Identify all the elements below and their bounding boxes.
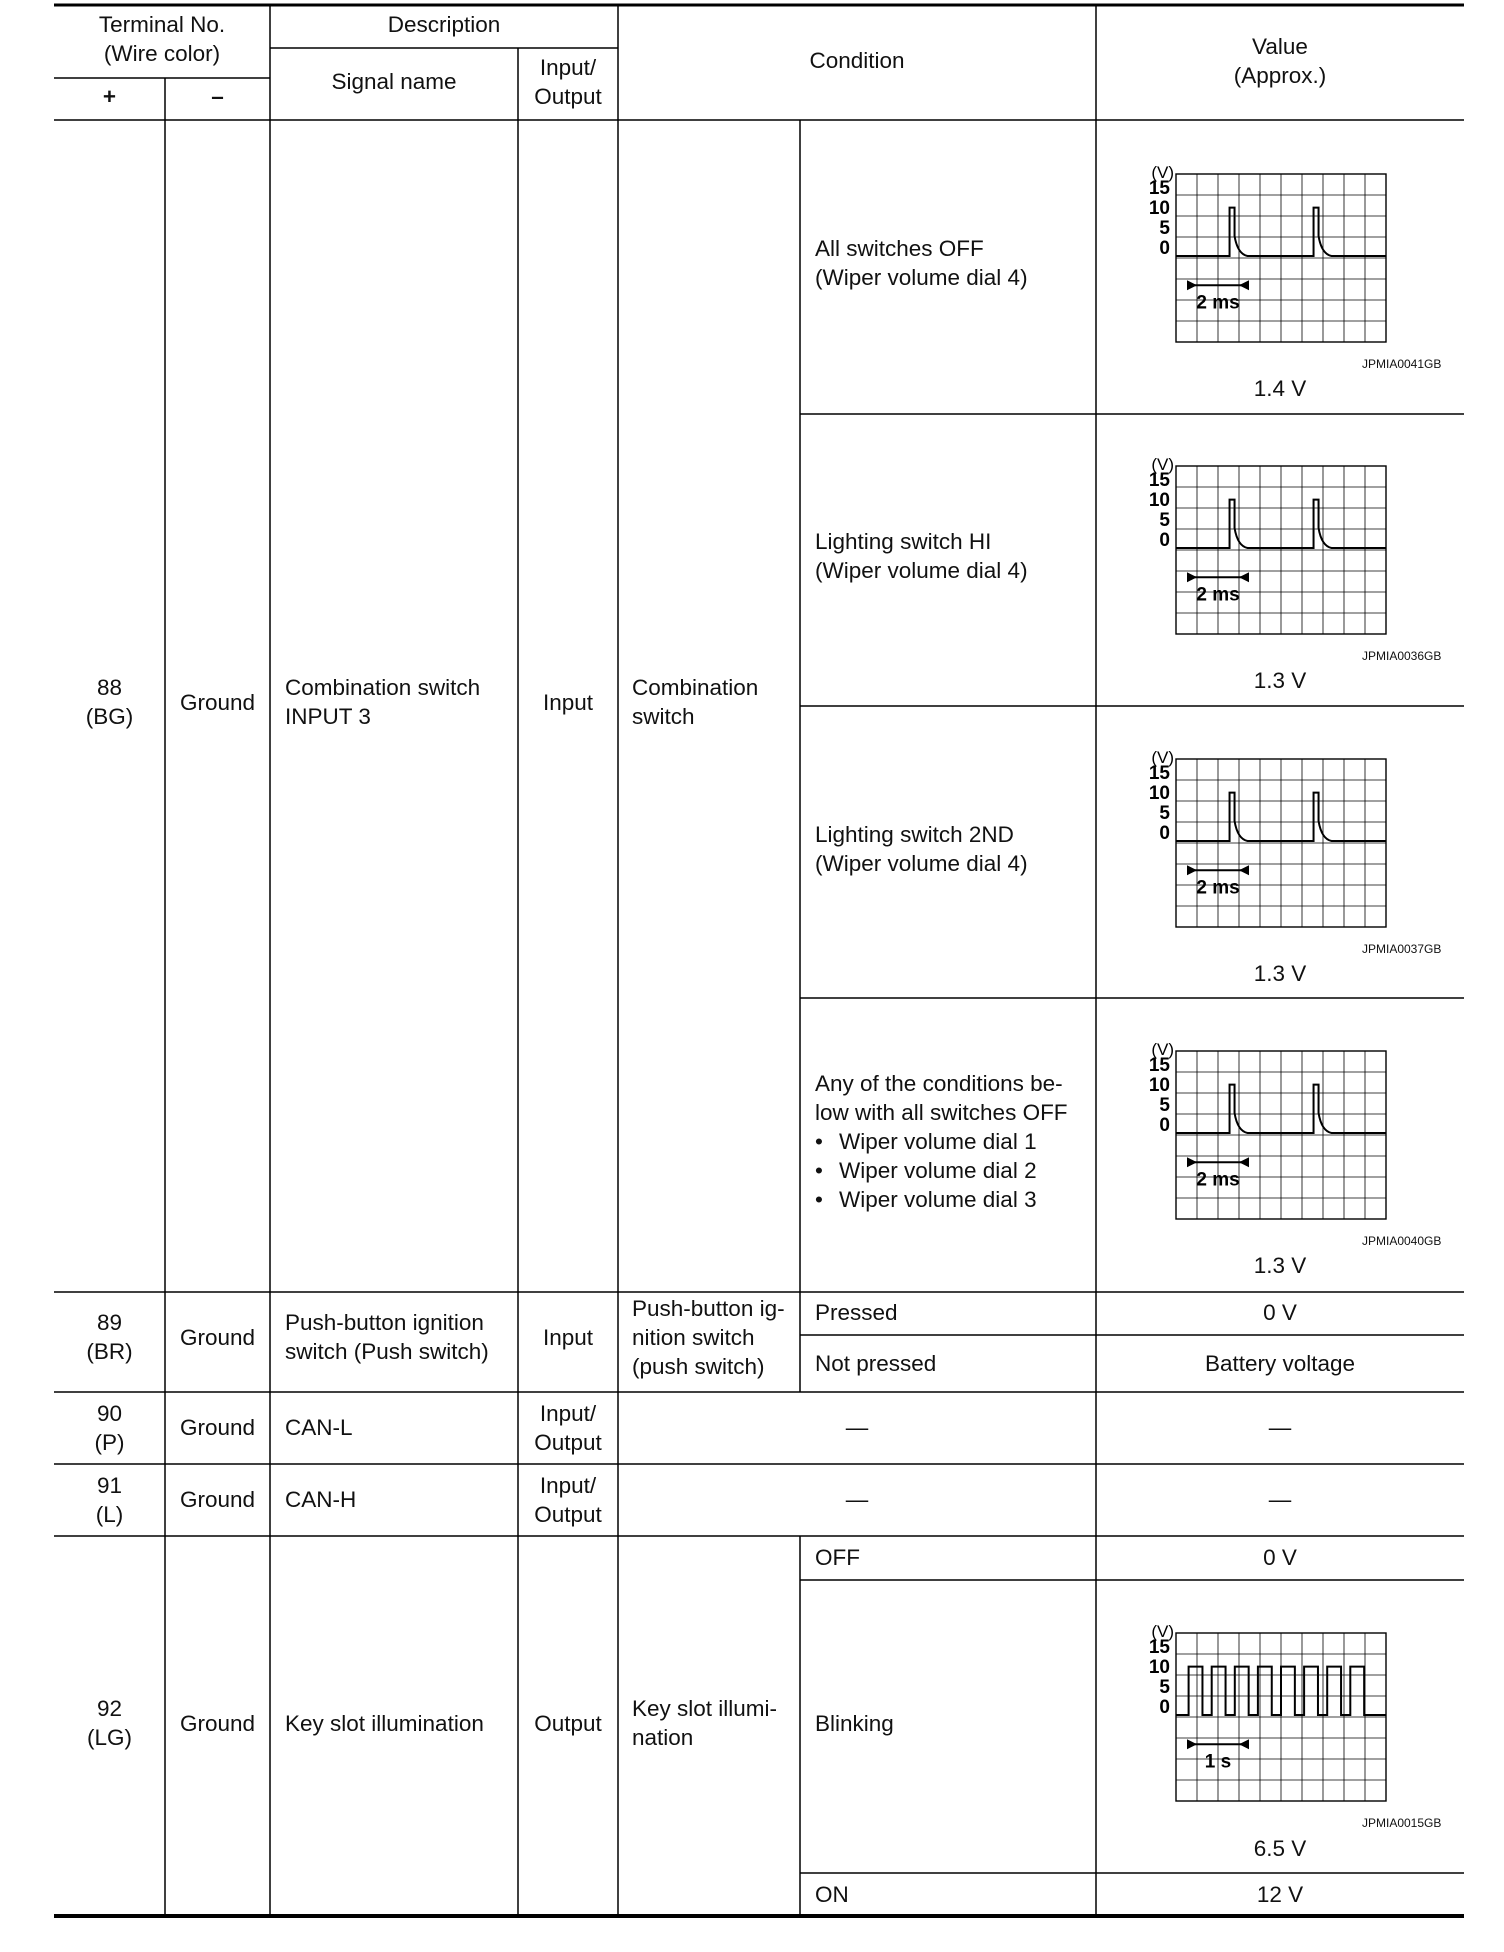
bullet-item: • Wiper volume dial 1 — [815, 1127, 1037, 1156]
ground-90: Ground — [179, 1415, 256, 1440]
waveform-88-4 — [1140, 1037, 1390, 1227]
scope-tick-label: 15 — [1148, 763, 1170, 784]
value-88-3: 1.3 V — [1253, 961, 1307, 986]
cond-group-88-line2: switch — [632, 704, 695, 729]
scope-tick-label: 10 — [1148, 1075, 1170, 1096]
cond-88-3-line2: (Wiper volume dial 4) — [815, 851, 1028, 876]
value-88-1: 1.4 V — [1253, 376, 1307, 401]
scope-time-label: 2 ms — [1196, 1169, 1240, 1191]
cond-92-on: ON — [815, 1882, 849, 1907]
value-88-2: 1.3 V — [1253, 668, 1307, 693]
header-value-line1: Value — [1252, 34, 1308, 59]
bullet-item: • Wiper volume dial 3 — [815, 1185, 1037, 1214]
cond-88-4-line2: low with all switches OFF — [815, 1100, 1068, 1125]
header-signal-name: Signal name — [331, 69, 457, 94]
scope-tick-label: 5 — [1159, 803, 1170, 824]
scope-time-label: 2 ms — [1196, 584, 1240, 606]
scope-trace — [1176, 1667, 1386, 1715]
terminal-90: 90 — [96, 1401, 123, 1426]
signal-92: Key slot illumination — [285, 1711, 484, 1736]
value-90: — — [1268, 1415, 1292, 1440]
scope-tick-label: 0 — [1159, 238, 1170, 259]
cond-89-not-pressed: Not pressed — [815, 1351, 937, 1376]
header-condition: Condition — [809, 48, 905, 73]
io-90-line2: Output — [534, 1430, 602, 1455]
scope-unit-label: (V) — [1151, 163, 1174, 182]
scope-unit-label: (V) — [1151, 1622, 1174, 1641]
scope-grid — [1176, 466, 1386, 634]
scope-tick-label: 15 — [1148, 1637, 1170, 1658]
scope-tick-label: 0 — [1159, 530, 1170, 551]
scope-tick-label: 0 — [1159, 1697, 1170, 1718]
signal-90: CAN-L — [285, 1415, 353, 1440]
scope-grid — [1176, 1633, 1386, 1801]
value-91: — — [1268, 1487, 1292, 1512]
header-terminal-no: Terminal No. — [98, 12, 226, 37]
io-91-line2: Output — [534, 1502, 602, 1527]
value-89-not-pressed: Battery voltage — [1204, 1351, 1356, 1376]
figure-code-88-3: JPMIA0037GB — [1362, 942, 1442, 956]
figure-code-88-2: JPMIA0036GB — [1362, 649, 1442, 663]
cond-91: — — [845, 1487, 869, 1512]
scope-tick-label: 10 — [1148, 490, 1170, 511]
cond-88-2-line2: (Wiper volume dial 4) — [815, 558, 1028, 583]
wire-color-92: (LG) — [87, 1725, 132, 1750]
scope-tick-label: 5 — [1159, 218, 1170, 239]
scope-tick-label: 10 — [1148, 1657, 1170, 1678]
scope-grid — [1176, 174, 1386, 342]
header-description: Description — [387, 12, 501, 37]
scope-tick-label: 15 — [1148, 1055, 1170, 1076]
figure-code-88-1: JPMIA0041GB — [1362, 357, 1442, 371]
value-92-blinking: 6.5 V — [1253, 1836, 1307, 1861]
scope-grid — [1176, 759, 1386, 927]
scope-tick-label: 15 — [1148, 178, 1170, 199]
scope-unit-label: (V) — [1151, 748, 1174, 767]
scope-time-label: 1 s — [1204, 1751, 1232, 1773]
bullet-item: • Wiper volume dial 2 — [815, 1156, 1037, 1185]
cond-88-1-line1: All switches OFF — [815, 236, 984, 261]
io-90-line1: Input/ — [539, 1401, 597, 1426]
ground-92: Ground — [179, 1711, 256, 1736]
signal-88-line2: INPUT 3 — [285, 704, 371, 729]
figure-code-92: JPMIA0015GB — [1362, 1816, 1442, 1830]
cond-group-92-line1: Key slot illumi- — [632, 1696, 778, 1721]
ground-88: Ground — [179, 690, 256, 715]
cond-group-92-line2: nation — [632, 1725, 694, 1750]
waveform-88-1 — [1140, 160, 1390, 350]
terminal-89: 89 — [96, 1310, 123, 1335]
value-92-off: 0 V — [1263, 1545, 1297, 1570]
value-88-4: 1.3 V — [1253, 1253, 1307, 1278]
scope-unit-label: (V) — [1151, 1040, 1174, 1059]
header-wire-color: (Wire color) — [103, 41, 221, 66]
cond-88-1-line2: (Wiper volume dial 4) — [815, 265, 1028, 290]
terminal-92: 92 — [96, 1696, 123, 1721]
terminal-88: 88 — [96, 675, 123, 700]
signal-89-line1: Push-button ignition — [285, 1310, 484, 1335]
ground-89: Ground — [179, 1325, 256, 1350]
cond-group-89-line2: nition switch — [632, 1325, 755, 1350]
figure-code-88-4: JPMIA0040GB — [1362, 1234, 1442, 1248]
value-89-pressed: 0 V — [1263, 1300, 1297, 1325]
header-value-line2: (Approx.) — [1233, 63, 1327, 88]
value-92-on: 12 V — [1256, 1882, 1304, 1907]
header-plus: + — [102, 84, 117, 109]
io-88: Input — [542, 690, 594, 715]
scope-tick-label: 10 — [1148, 783, 1170, 804]
header-minus: – — [211, 84, 224, 109]
ground-91: Ground — [179, 1487, 256, 1512]
cond-90: — — [845, 1415, 869, 1440]
scope-time-label: 2 ms — [1196, 292, 1240, 314]
header-io-line1: Input/ — [539, 55, 597, 80]
scope-tick-label: 10 — [1148, 198, 1170, 219]
cond-92-off: OFF — [815, 1545, 860, 1570]
cond-88-4-bullets — [815, 1127, 1037, 1214]
wire-color-89: (BR) — [86, 1339, 133, 1364]
signal-88-line1: Combination switch — [285, 675, 481, 700]
scope-tick-label: 15 — [1148, 470, 1170, 491]
terminal-91: 91 — [96, 1473, 123, 1498]
wire-color-91: (L) — [95, 1502, 124, 1527]
scope-tick-label: 0 — [1159, 1115, 1170, 1136]
waveform-88-3 — [1140, 745, 1390, 935]
scope-tick-label: 5 — [1159, 510, 1170, 531]
wire-color-88: (BG) — [85, 704, 134, 729]
scope-tick-label: 0 — [1159, 823, 1170, 844]
cond-88-4-line1: Any of the conditions be- — [815, 1071, 1063, 1096]
waveform-92-blinking — [1140, 1619, 1390, 1809]
scope-grid — [1176, 1051, 1386, 1219]
cond-88-3-line1: Lighting switch 2ND — [815, 822, 1014, 847]
waveform-88-2 — [1140, 452, 1390, 642]
cond-92-blinking: Blinking — [815, 1711, 894, 1736]
io-91-line1: Input/ — [539, 1473, 597, 1498]
io-92: Output — [534, 1711, 602, 1736]
cond-group-89-line1: Push-button ig- — [632, 1296, 785, 1321]
signal-89-line2: switch (Push switch) — [285, 1339, 489, 1364]
scope-tick-label: 5 — [1159, 1677, 1170, 1698]
cond-group-88-line1: Combination — [632, 675, 759, 700]
signal-91: CAN-H — [285, 1487, 357, 1512]
scope-unit-label: (V) — [1151, 455, 1174, 474]
cond-88-2-line1: Lighting switch HI — [815, 529, 992, 554]
scope-tick-label: 5 — [1159, 1095, 1170, 1116]
cond-group-89-line3: (push switch) — [632, 1354, 765, 1379]
cond-89-pressed: Pressed — [815, 1300, 898, 1325]
wire-color-90: (P) — [94, 1430, 125, 1455]
header-io-line2: Output — [534, 84, 602, 109]
scope-time-label: 2 ms — [1196, 877, 1240, 899]
io-89: Input — [542, 1325, 594, 1350]
